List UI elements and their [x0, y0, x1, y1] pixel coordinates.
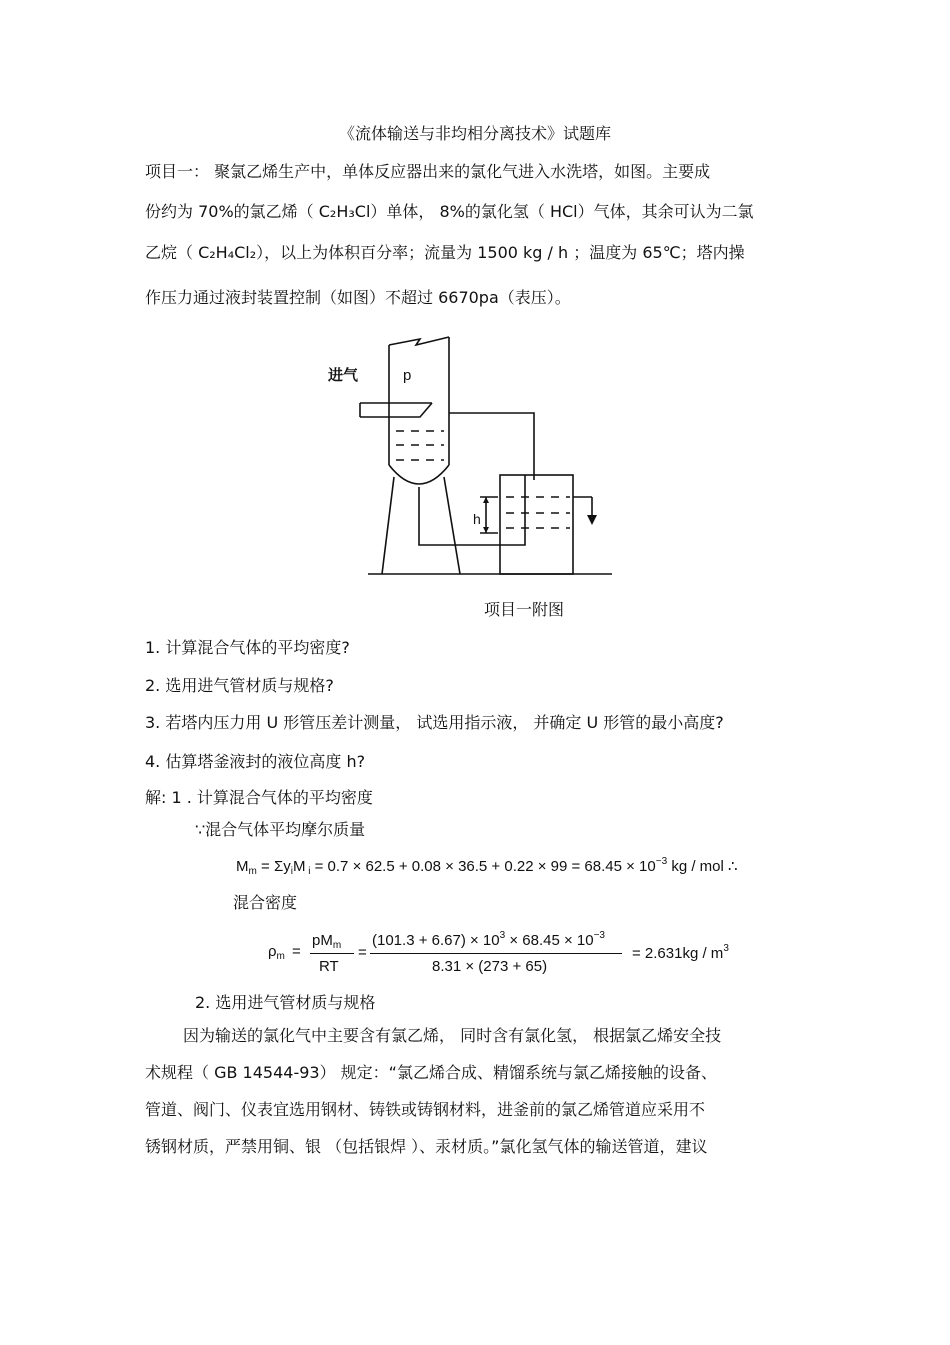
- paragraph-line-4: 锈钢材质，严禁用铜、银 （包括银焊 ）、汞材质。”氯化氢气体的输送管道，建议: [145, 1137, 708, 1156]
- density-label: 混合密度: [233, 893, 298, 912]
- inlet-label: 进气: [328, 367, 359, 384]
- h-label: h: [473, 511, 481, 527]
- question-3: 3. 若塔内压力用 U 形管压差计测量， 试选用指示液， 并确定 U 形管的最小高度?: [145, 713, 724, 732]
- question-4: 4. 估算塔釜液封的液位高度 h?: [145, 752, 366, 771]
- equation-molar-mass: $M_m = \Sigma y_iM$ $_i = 0.7 \times 62.5 + 0.08 \times 36.5 + 0.22 \times 99 = 68.45 \times 10^{-3}$ kg / mol ∴: [236, 856, 738, 877]
- pressure-label: p: [403, 367, 412, 384]
- figure-caption: 项目一附图: [483, 600, 564, 619]
- intro-line-4: 作压力通过液封装置控制（如图）不超过 6670pa（表压）。: [145, 288, 571, 307]
- subsection-2-heading: 2. 选用进气管材质与规格: [195, 993, 376, 1012]
- question-2: 2. 选用进气管材质与规格?: [145, 676, 334, 695]
- paragraph-line-2: 术规程（ GB 14544-93） 规定：“氯乙烯合成、精馏系统与氯乙烯接触的设备、: [145, 1063, 717, 1082]
- paragraph-line-3: 管道、阀门、仪表宜选用钢材、铸铁或铸钢材料，进釜前的氯乙烯管道应采用不: [145, 1100, 706, 1119]
- intro-line-1: 项目一： 聚氯乙烯生产中，单体反应器出来的氯化气进入水洗塔，如图。主要成: [145, 162, 711, 181]
- paragraph-line-1: 因为输送的氯化气中主要含有氯乙烯， 同时含有氯化氢， 根据氯乙烯安全技: [183, 1026, 722, 1045]
- tower-diagram: [320, 325, 630, 580]
- intro-line-2: 份约为 70%的氯乙烯（ C₂H₃Cl）单体， 8%的氯化氢（ HCl）气体，其余可认为二氯: [145, 202, 754, 221]
- intro-line-3: 乙烷（ C₂H₄Cl₂），以上为体积百分率；流量为 1500 kg / h ；温度为 65℃；塔内操: [145, 243, 745, 262]
- because-line: ∵混合气体平均摩尔质量: [195, 820, 366, 839]
- document-title: 《流体输送与非均相分离技术》试题库: [338, 124, 611, 143]
- question-1: 1. 计算混合气体的平均密度?: [145, 638, 350, 657]
- solution-heading: 解: 1 . 计算混合气体的平均密度: [145, 788, 373, 807]
